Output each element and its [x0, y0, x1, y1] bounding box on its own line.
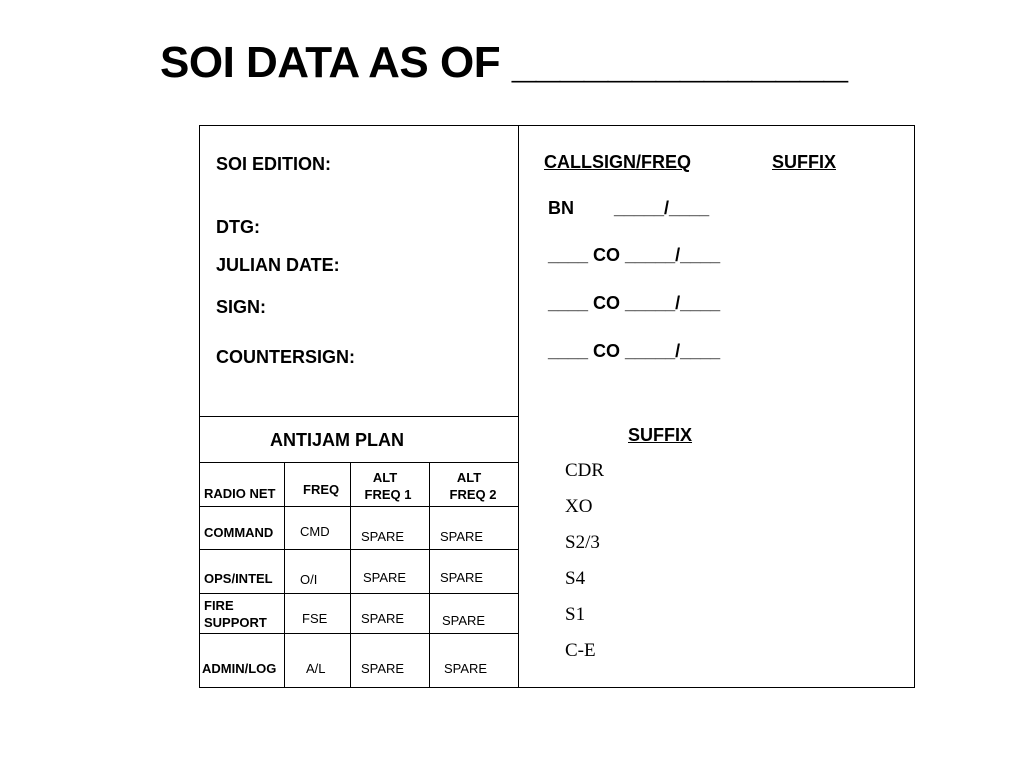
suffix-header: SUFFIX	[772, 152, 837, 172]
row-firesupport-freq: FSE	[302, 611, 328, 626]
row-opsintel-alt1: SPARE	[363, 570, 407, 585]
table-col-line	[350, 462, 351, 688]
row-adminlog-alt2: SPARE	[444, 661, 488, 676]
bn-label: BN	[548, 198, 574, 218]
suffix-item-xo: XO	[565, 496, 593, 517]
row-firesupport-alt2: SPARE	[442, 613, 486, 628]
row-command-freq: CMD	[300, 524, 330, 539]
header-alt-freq-2-top: ALT	[456, 470, 482, 485]
header-radio-net: RADIO NET	[204, 486, 276, 501]
callsign-freq-header: CALLSIGN/FREQ	[544, 152, 691, 172]
table-col-line	[284, 462, 285, 688]
julian-date-label: JULIAN DATE:	[216, 255, 340, 275]
page-title: SOI DATA AS OF ______________	[160, 38, 848, 87]
row-adminlog-freq: A/L	[306, 661, 326, 676]
panel-divider	[518, 125, 519, 688]
dtg-label: DTG:	[216, 217, 260, 237]
row-command-alt1: SPARE	[361, 529, 405, 544]
bn-freq-blank: _____/____	[614, 198, 710, 218]
co-line-3: ____ CO _____/____	[548, 341, 721, 361]
table-row-line	[199, 506, 519, 507]
suffix-item-s1: S1	[565, 604, 586, 625]
row-firesupport-alt1: SPARE	[361, 611, 405, 626]
row-opsintel-alt2: SPARE	[440, 570, 484, 585]
row-adminlog-alt1: SPARE	[361, 661, 405, 676]
soi-edition-label: SOI EDITION:	[216, 154, 332, 174]
antijam-header-rule	[199, 462, 519, 463]
header-freq: FREQ	[303, 482, 340, 497]
table-row-line	[199, 593, 519, 594]
table-col-line	[429, 462, 430, 688]
suffix-item-c-e: C-E	[565, 640, 596, 661]
header-alt-freq-1-bottom: FREQ 1	[364, 487, 412, 502]
row-opsintel-net: OPS/INTEL	[204, 571, 273, 586]
countersign-label: COUNTERSIGN:	[216, 347, 355, 367]
row-opsintel-freq: O/I	[300, 572, 318, 587]
row-firesupport-net-line2: SUPPORT	[204, 615, 267, 630]
suffix-item-cdr: CDR	[565, 460, 605, 481]
row-adminlog-net: ADMIN/LOG	[202, 661, 277, 676]
co-line-2: ____ CO _____/____	[548, 293, 721, 313]
suffix-item-s2-3: S2/3	[565, 532, 600, 553]
row-command-net: COMMAND	[204, 525, 274, 540]
row-command-alt2: SPARE	[440, 529, 484, 544]
table-row-line	[199, 633, 519, 634]
header-alt-freq-2-bottom: FREQ 2	[449, 487, 497, 502]
sign-label: SIGN:	[216, 297, 267, 317]
header-alt-freq-1-top: ALT	[372, 470, 398, 485]
antijam-plan-title: ANTIJAM PLAN	[270, 430, 404, 450]
row-firesupport-net-line1: FIRE	[204, 598, 234, 613]
co-line-1: ____ CO _____/____	[548, 245, 721, 265]
table-row-line	[199, 549, 519, 550]
antijam-top-rule	[199, 416, 519, 417]
suffix-item-s4: S4	[565, 568, 586, 589]
suffix-list-title: SUFFIX	[628, 425, 693, 445]
